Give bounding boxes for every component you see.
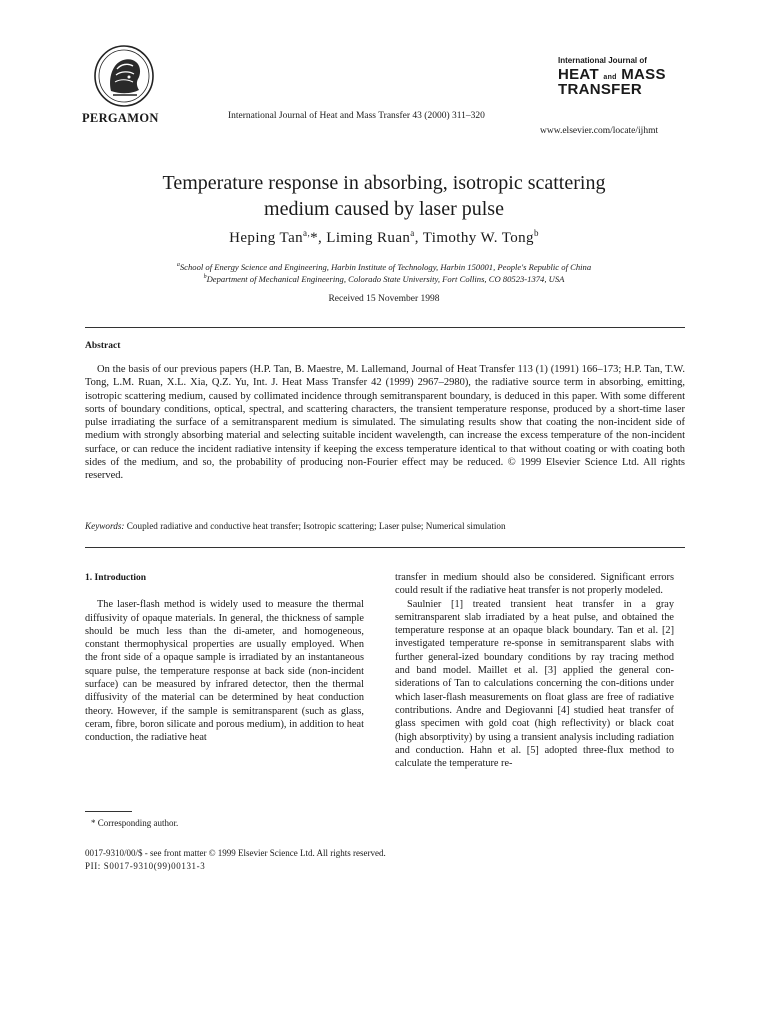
affiliation-a	[40, 262, 728, 272]
pii-line: PII: S0017-9310(99)00131-3	[85, 861, 206, 871]
issn-line: 0017-9310/00/$ - see front matter © 1999 Elsevier Science Ltd. All rights reserved.	[85, 848, 386, 858]
journal-citation: International Journal of Heat and Mass Transfer 43 (2000) 311–320	[228, 111, 485, 121]
paragraph: The laser-flash method is widely used to measure the thermal diffusivity of opaque materials. In general, the thickness of sample should be much less than the di-ameter, and homogeneous, constant thermophysical properties are usually employed. When the front side of a opaque sample is irradiated by an instantaneous square pulse, the temperature response at back side (non-incident surface) can be measured by infrared detector, then the thermal diffusivity of the material can be determined by heat conduction theory. However, if the sample is semitransparent (such as glass, ceram, fibre, boron silicate and porous medium), in addition to heat conduction, the radiative heat	[85, 599, 364, 744]
article-title-line2: medium caused by laser pulse	[264, 198, 504, 220]
author-list	[60, 228, 708, 247]
article-title-line1: Temperature response in absorbing, isotropic scattering	[162, 172, 606, 194]
journal-logo-and: and	[603, 74, 617, 81]
received-date: Received 15 November 1998	[328, 294, 440, 304]
affiliation-b	[40, 274, 728, 284]
affiliation-text: School of Energy Science and Engineering, Harbin Institute of Technology, Harbin 150001, People's Republic of China	[179, 262, 592, 272]
author-separator: ,	[414, 230, 423, 246]
author-name: Liming Ruan	[326, 230, 411, 246]
paragraph: transfer in medium should also be considered. Significant errors could result if the radiative heat transfer is not properly modeled.	[395, 572, 674, 597]
footnote: * Corresponding author.	[91, 818, 179, 828]
author-affiliation-mark: a	[410, 228, 415, 238]
journal-logo	[558, 57, 666, 97]
abstract-bottom-divider	[85, 547, 685, 548]
abstract-top-divider	[85, 327, 685, 328]
journal-logo-mass: MASS	[621, 66, 666, 83]
publisher-name: PERGAMON	[82, 111, 159, 125]
paragraph: Saulnier [1] treated transient heat transfer in a gray semitransparent slab irradiated by a heat pulse, and obtained the temperature response at an opaque black boundary. Tan et al. [2] investigated temperature re-sponse in semitransparent slabs with further general-ized boundary conditions by ray tracing method and band model. Maillet et al. [3] applied the general con-siderations of Tan to calculations concerning the con-ditions under which laser-flash measurements on float glass are free of radiative contributions. Andre and Degiovanni [4] studied heat transfer of glass specimen with gold coat (high reflectivity) or black coat (high absorptivity) by using a transient analysis including radiation and conduction. Hahn et al. [5] adopted three-flux method to calculate the temperature re-	[395, 598, 674, 770]
pergamon-logo-icon	[93, 45, 155, 109]
author-name: Timothy W. Tong	[422, 230, 534, 246]
affiliation-text: Department of Mechanical Engineering, Colorado State University, Fort Collins, CO 80523-1374, USA	[206, 274, 565, 284]
abstract-heading: Abstract	[85, 341, 121, 351]
journal-logo-heat: HEAT	[558, 66, 599, 83]
affiliation-mark: b	[203, 274, 207, 281]
journal-logo-line2	[558, 67, 666, 82]
journal-logo-line1: International Journal of	[558, 56, 647, 65]
affiliation-mark: a	[176, 262, 180, 269]
keywords-label: Keywords:	[85, 521, 125, 531]
footnote-divider	[85, 811, 132, 812]
abstract-body: On the basis of our previous papers (H.P. Tan, B. Maestre, M. Lallemand, Journal of Heat Transfer 113 (1) (1991) 166–173; H.P. Tan, T.W. Tong, L.M. Ruan, X.L. Xia, Q.Z. Yu, Int. J. Heat Mass Transfer 42 (1999) 2967–2980), the radiative source term in absorbing, emitting, isotropic scattering medium, caused by collimated incidence through semitransparent boundary, is deduced in this paper. With some different sorts of boundary conditions, optical, spectral, and scattering characters, the transient temperature response, produced by a short-time laser pulse irradiating the surface of a semitransparent medium is simulated. The simulating results show that coating the non-incident side of medium with strongly absorbing material and selecting suitable incident wavelength, can increase the excess temperature of the non-incident surface, or can reduce the incident radiative intensity if keeping the excess temperature identical to that without coating or with coating both sides of the medium, and so, the probability of producing non-Fourier effect may be reduced. © 1999 Elsevier Science Ltd. All rights reserved.	[85, 364, 685, 482]
keywords	[85, 521, 685, 531]
journal-url-link[interactable]: www.elsevier.com/locate/ijhmt	[540, 126, 659, 136]
author-affiliation-mark: b	[533, 228, 539, 238]
keywords-list: Coupled radiative and conductive heat transfer; Isotropic scattering; Laser pulse; Numerical simulation	[126, 521, 506, 531]
article-title	[60, 170, 708, 222]
author-separator: *,	[310, 230, 327, 246]
author-name: Heping Tan	[229, 230, 304, 246]
right-column	[395, 571, 674, 770]
author-affiliation-mark: a,	[303, 228, 311, 238]
journal-logo-line3: TRANSFER	[558, 81, 643, 98]
left-column	[85, 572, 364, 745]
section-heading: 1. Introduction	[85, 573, 147, 583]
